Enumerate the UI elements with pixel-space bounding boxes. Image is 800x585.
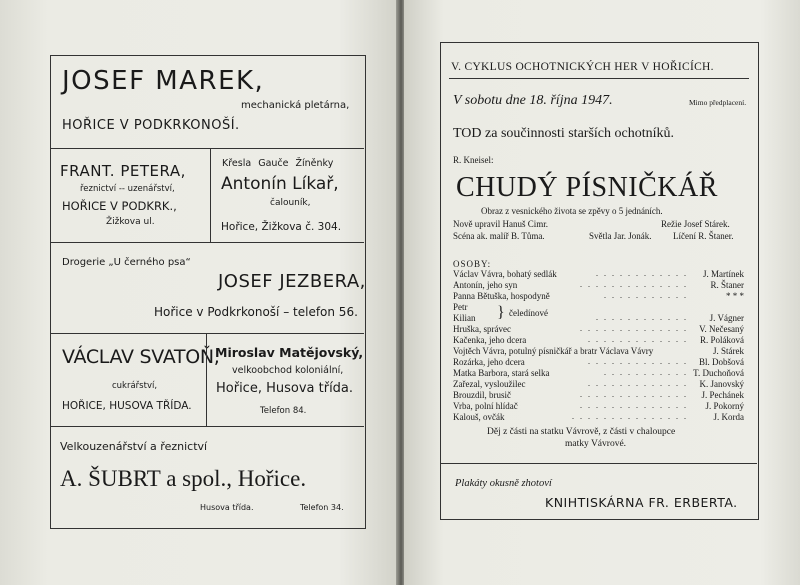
footer-rule: [441, 463, 757, 464]
petera-street: Žižkova ul.: [106, 217, 155, 227]
subscription-note: Mimo předplacení.: [689, 98, 747, 107]
company: TOD za součinnosti starších ochotníků.: [453, 126, 674, 141]
author: R. Kneisel:: [453, 155, 494, 165]
likar-name: Antonín Líkař,: [221, 174, 339, 194]
setting-line-1: Děj z části na statku Vávrově, z části v chaloupce: [487, 427, 676, 437]
subrt-street: Husova třída.: [200, 503, 254, 512]
cast-row: Václav Vávra, bohatý sedlák . . . . . . . . . . . . J. Martínek: [453, 269, 744, 279]
svaton-trade: cukrářství,: [112, 381, 158, 391]
matejovsky-name: Miroslav Matějovský,: [215, 345, 364, 360]
poster-credit: Plakáty okusně zhotoví: [455, 478, 552, 489]
play-subtitle: Obraz z vesnického života se zpěvy o 5 jednáních.: [481, 206, 663, 216]
divider: [206, 333, 207, 426]
credit-makeup: Líčení R. Štaner.: [673, 231, 734, 241]
credit-scene: Scéna ak. malíř B. Tůma.: [453, 231, 545, 241]
program-frame: [440, 42, 759, 520]
divider: [51, 148, 364, 149]
cast-row: Petr: [453, 302, 468, 312]
cast-row: Hruška, správec . . . . . . . . . . . . . . V. Nečesaný: [453, 324, 744, 334]
petera-trade: řeznictví -- uzenářství,: [80, 184, 175, 194]
osoby-label: OSOBY:: [453, 259, 492, 269]
cast-row: Rozárka, jeho dcera . . . . . . . . . . . . . Bl. Dobšová: [453, 357, 744, 367]
likar-trade: čalouník,: [270, 198, 311, 208]
cast-row: Kačenka, jeho dcera . . . . . . . . . . . . . R. Poláková: [453, 335, 744, 345]
petera-place: HOŘICE V PODKRK.,: [62, 199, 177, 213]
svaton-address: HOŘICE, HUSOVA TŘÍDA.: [62, 400, 192, 412]
subrt-trade: Velkouzenářství a řeznictví: [60, 440, 208, 453]
divider: [51, 333, 364, 334]
subrt-name: A. ŠUBRT a spol., Hořice.: [60, 466, 307, 491]
cast-row: Panna Bětuška, hospodyně . . . . . . . . . . . * * *: [453, 291, 744, 301]
divider: [51, 426, 364, 427]
jezbera-name: JOSEF JEZBERA,: [218, 271, 366, 292]
cast-row: Kalouš, ovčák . . . . . . . . . . . . . . . J. Korda: [453, 412, 744, 422]
credit-lights: Světla Jar. Jonák.: [589, 231, 652, 241]
credit-adaptation: Nově upravil Hanuš Cimr.: [453, 219, 548, 229]
divider: [210, 148, 211, 242]
marek-trade: mechanická pletárna,: [241, 100, 350, 111]
program-heading: V. CYKLUS OCHOTNICKÝCH HER V HOŘICÍCH.: [451, 61, 714, 73]
matejovsky-address: Hořice, Husova třída.: [216, 381, 354, 396]
cast-row: Brouzdil, brusič . . . . . . . . . . . . . . J. Pechánek: [453, 390, 744, 400]
cast-row: Kilian } čeledínové . . . . . . . . . . . . J. Vágner: [453, 304, 744, 323]
petera-name: FRANT. PETERA,: [60, 162, 186, 180]
svaton-name: VÁCLAV SVATOŇ,: [62, 346, 220, 368]
jezbera-shop: Drogerie „U černého psa“: [62, 257, 191, 268]
likar-goods: Křesla Gauče Žíněnky: [222, 158, 334, 169]
cast-row: Antonín, jeho syn . . . . . . . . . . . . . . R. Štaner: [453, 280, 744, 290]
marek-name: JOSEF MAREK,: [62, 66, 265, 96]
left-page: [0, 0, 398, 585]
cast-row: Matka Barbora, stará selka . . . . . . . . . . . T. Duchoňová: [453, 368, 744, 378]
marek-place: HOŘICE V PODKRKONOŠÍ.: [62, 118, 240, 133]
performance-date: V sobotu dne 18. října 1947.: [453, 93, 613, 108]
cast-row: Vojtěch Vávra, potulný písničkář a bratr Václava Vávry J. Stárek: [453, 346, 744, 356]
setting-line-2: matky Vávrové.: [565, 439, 627, 449]
likar-address: Hořice, Žižkova č. 304.: [221, 221, 342, 233]
right-page: [404, 0, 800, 585]
matejovsky-phone: Telefon 84.: [260, 406, 307, 416]
cast-row: Zařezal, vysloužilec . . . . . . . . . . . . . K. Janovský: [453, 379, 744, 389]
play-title: CHUDÝ PÍSNIČKÁŘ: [456, 172, 718, 203]
cast-row: Vrba, polní hlídač . . . . . . . . . . . . . . J. Pokorný: [453, 401, 744, 411]
matejovsky-trade: velkoobchod koloniální,: [232, 365, 344, 376]
credit-director: Režie Josef Stárek.: [661, 219, 730, 229]
divider: [51, 242, 364, 243]
printer-name: KNIHTISKÁRNA FR. ERBERTA.: [545, 495, 738, 510]
servants-label: čeledínové: [509, 308, 548, 318]
jezbera-address: Hořice v Podkrkonoší – telefon 56.: [154, 305, 358, 319]
subrt-phone: Telefon 34.: [300, 503, 344, 512]
heading-rule: [449, 78, 749, 79]
